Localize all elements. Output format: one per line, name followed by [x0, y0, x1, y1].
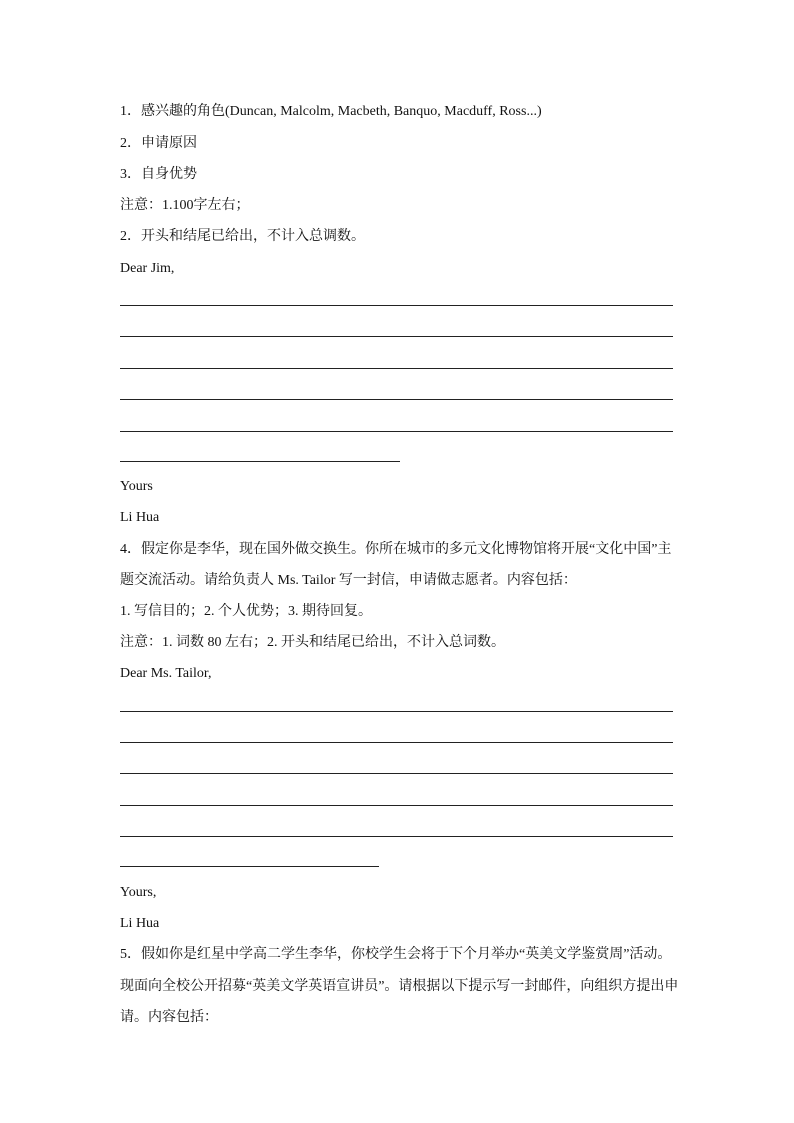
- question-4-prompt-line-1: 4．假定你是李华，现在国外做交换生。你所在城市的多元文化博物馆将开展“文化中国”主: [120, 542, 672, 557]
- writing-line: [120, 773, 673, 774]
- letter-signature: Li Hua: [120, 916, 160, 931]
- letter-closing: Yours: [120, 479, 153, 494]
- letter-signature: Li Hua: [120, 510, 160, 525]
- writing-line: [120, 836, 673, 837]
- question-4-note: 注意：1. 词数 80 左右；2. 开头和结尾已给出，不计入总词数。: [120, 635, 505, 650]
- question-5-prompt-line-3: 请。内容包括：: [120, 1010, 218, 1025]
- question-4-prompt-line-2: 题交流活动。请给负责人 Ms. Tailor 写一封信，申请做志愿者。内容包括：: [120, 573, 577, 588]
- writing-line: [120, 399, 673, 400]
- note-1: 注意：1.100字左右；: [120, 198, 250, 213]
- note-2: 2．开头和结尾已给出，不计入总调数。: [120, 229, 365, 244]
- writing-line: [120, 805, 673, 806]
- question-5-prompt-line-1: 5．假如你是红星中学高二学生李华，你校学生会将于下个月举办“英美文学鉴赏周”活动。: [120, 947, 672, 962]
- item-1-characters: 1．感兴趣的角色(Duncan, Malcolm, Macbeth, Banquo, Macduff, Ross...): [120, 104, 542, 119]
- writing-line: [120, 368, 673, 369]
- writing-line-short: [120, 461, 400, 462]
- letter-greeting-tailor: Dear Ms. Tailor,: [120, 666, 212, 681]
- writing-line: [120, 431, 673, 432]
- writing-line: [120, 711, 673, 712]
- item-3-strengths: 3．自身优势: [120, 167, 197, 182]
- writing-line-short: [120, 866, 379, 867]
- writing-line: [120, 336, 673, 337]
- letter-greeting-jim: Dear Jim,: [120, 261, 175, 276]
- writing-line: [120, 305, 673, 306]
- question-4-points: 1. 写信目的；2. 个人优势；3. 期待回复。: [120, 604, 372, 619]
- letter-closing: Yours,: [120, 885, 157, 900]
- item-2-reasons: 2．申请原因: [120, 136, 197, 151]
- question-5-prompt-line-2: 现面向全校公开招募“英美文学英语宣讲员”。请根据以下提示写一封邮件，向组织方提出申: [120, 979, 679, 994]
- writing-line: [120, 742, 673, 743]
